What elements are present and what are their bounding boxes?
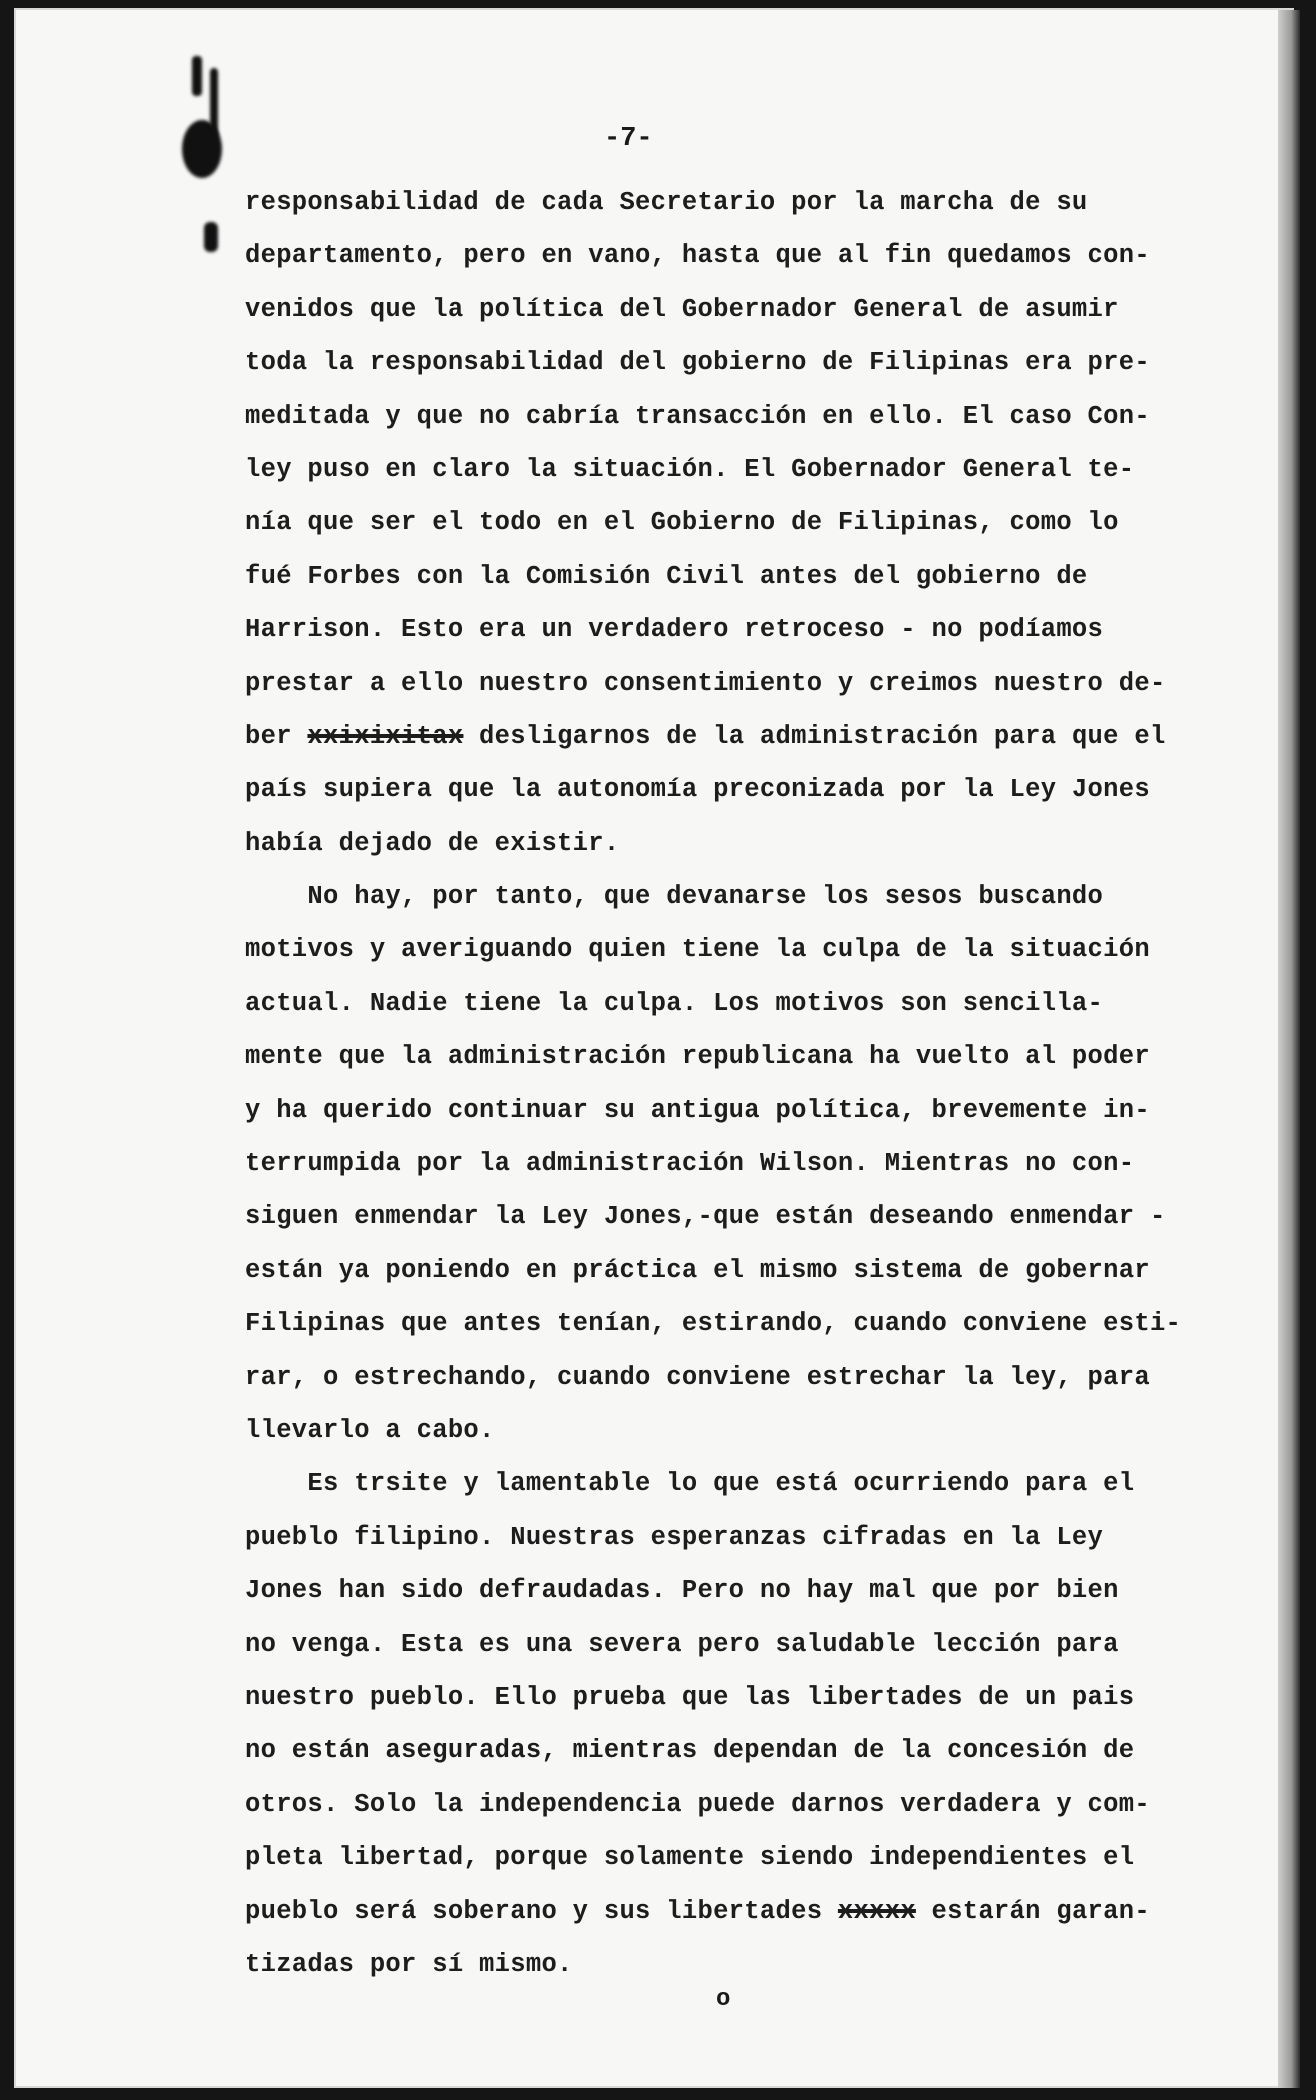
text-line: había dejado de existir. <box>245 828 620 858</box>
text-line: y ha querido continuar su antigua política, brevemente in- <box>245 1095 1150 1125</box>
text-line: No hay, por tanto, que devanarse los sesos buscando <box>245 882 1104 912</box>
text-line: venidos que la política del Gobernador General de asumir <box>245 294 1119 324</box>
line-segment: estarán garan- <box>915 1896 1150 1926</box>
end-mark: o <box>716 1986 731 2013</box>
text-line: están ya poniendo en práctica el mismo sistema de gobernar <box>245 1255 1150 1285</box>
ink-smudge <box>204 222 218 252</box>
text-line: actual. Nadie tiene la culpa. Los motivos son sencilla- <box>245 988 1104 1018</box>
text-line <box>245 1885 1175 1938</box>
text-line: país supiera que la autonomía preconizada por la Ley Jones <box>245 775 1150 805</box>
struck-out-text: xxixixitax <box>307 721 464 751</box>
page-number: -7- <box>604 124 653 154</box>
text-line: mente que la administración republicana ha vuelto al poder <box>245 1042 1150 1072</box>
text-line: pleta libertad, porque solamente siendo independientes el <box>245 1843 1135 1873</box>
text-line: llevarlo a cabo. <box>245 1415 495 1445</box>
text-line: Es trsite y lamentable lo que está ocurriendo para el <box>245 1469 1135 1499</box>
text-line: nuestro pueblo. Ello prueba que las libertades de un pais <box>245 1682 1135 1712</box>
text-line: otros. Solo la independencia puede darnos verdadera y com- <box>245 1789 1150 1819</box>
line-segment: desligarnos de la administración para que el <box>463 721 1166 751</box>
text-line: Filipinas que antes tenían, estirando, cuando conviene esti- <box>245 1309 1182 1339</box>
line-segment: ber <box>245 721 308 751</box>
ink-smudge <box>210 68 218 138</box>
text-line: Harrison. Esto era un verdadero retroceso - no podíamos <box>245 615 1104 645</box>
text-line: rar, o estrechando, cuando conviene estrechar la ley, para <box>245 1362 1150 1392</box>
text-line: nía que ser el todo en el Gobierno de Filipinas, como lo <box>245 508 1119 538</box>
text-line: no están aseguradas, mientras dependan de la concesión de <box>245 1736 1135 1766</box>
text-line: prestar a ello nuestro consentimiento y creimos nuestro de- <box>245 668 1166 698</box>
text-line: tizadas por sí mismo. <box>245 1949 573 1979</box>
text-line: Jones han sido defraudadas. Pero no hay mal que por bien <box>245 1576 1119 1606</box>
body-text <box>245 176 1182 1991</box>
text-line <box>245 710 1175 763</box>
text-line: responsabilidad de cada Secretario por la marcha de su <box>245 188 1088 217</box>
page-edge-shadow <box>1278 10 1300 2088</box>
text-line: fué Forbes con la Comisión Civil antes del gobierno de <box>245 561 1088 591</box>
text-line: terrumpida por la administración Wilson. Mientras no con- <box>245 1149 1135 1179</box>
text-line: siguen enmendar la Ley Jones,-que están deseando enmendar - <box>245 1202 1166 1232</box>
text-line: pueblo filipino. Nuestras esperanzas cifradas en la Ley <box>245 1522 1104 1552</box>
text-line: departamento, pero en vano, hasta que al fin quedamos con- <box>245 241 1150 271</box>
text-line: motivos y averiguando quien tiene la culpa de la situación <box>245 935 1150 965</box>
line-segment: pueblo será soberano y sus libertades <box>245 1896 838 1926</box>
text-line: ley puso en claro la situación. El Gobernador General te- <box>245 454 1135 484</box>
text-line: no venga. Esta es una severa pero saludable lección para <box>245 1629 1119 1659</box>
text-line: toda la responsabilidad del gobierno de Filipinas era pre- <box>245 348 1150 378</box>
struck-out-text: xxxxx <box>837 1896 916 1926</box>
ink-smudge <box>192 56 202 96</box>
text-line: meditada y que no cabría transacción en ello. El caso Con- <box>245 401 1150 431</box>
